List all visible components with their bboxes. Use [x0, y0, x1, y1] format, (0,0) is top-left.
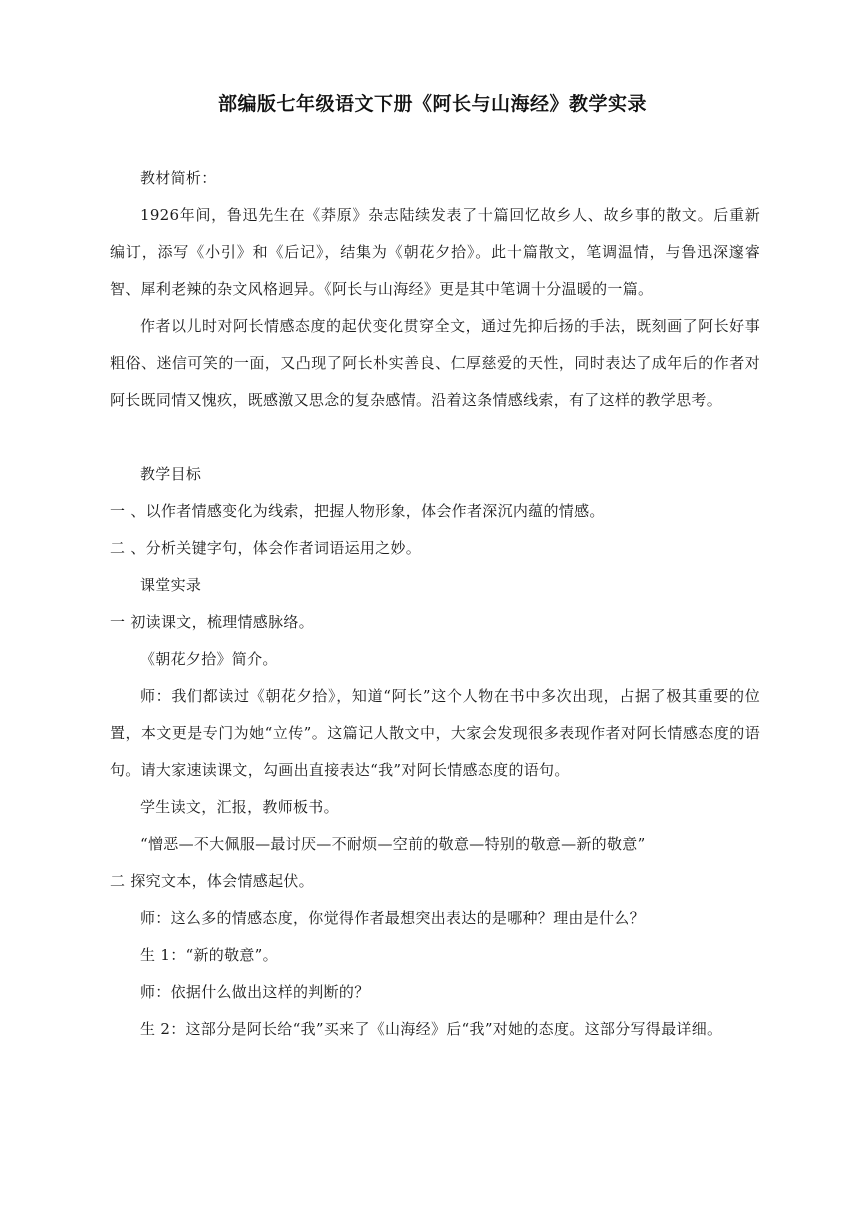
goal-item-2: 二 、分析关键字句，体会作者词语运用之妙。 — [110, 539, 422, 557]
paragraph-student-2-answer: 生 2：这部分是阿长给“我”买来了《山海经》后“我”对她的态度。这部分写得最详细。 — [140, 1020, 723, 1038]
paragraph-book-intro: 《朝花夕拾》简介。 — [140, 650, 278, 668]
step-heading-1: 一 初读课文，梳理情感脉络。 — [110, 613, 314, 631]
step-heading-2: 二 探究文本，体会情感起伏。 — [110, 872, 314, 890]
blank-line — [110, 419, 760, 456]
paragraph-student-1-answer: 生 1：“新的敬意”。 — [140, 946, 278, 964]
section-heading-textbook-analysis: 教材简析： — [140, 169, 217, 187]
paragraph-student-activity: 学生读文，汇报，教师板书。 — [140, 798, 339, 816]
paragraph-background: 1926年间，鲁迅先生在《莽原》杂志陆续发表了十篇回忆故乡人、故乡事的散文。后重新编订，添写《小引》和《后记》，结集为《朝花夕拾》。此十篇散文，笔调温情，与鲁迅深邃睿智、犀利老辣的杂文风格迥异。《阿长与山海经》更是其中笔调十分温暖的一篇。 — [110, 206, 760, 298]
paragraph-author-emotion: 作者以儿时对阿长情感态度的起伏变化贯穿全文，通过先抑后扬的手法，既刻画了阿长好事粗俗、迷信可笑的一面，又凸现了阿长朴实善良、仁厚慈爱的天性，同时表达了成年后的作者对阿长既同情又愧疚，既感激又思念的复杂感情。沿着这条情感线索，有了这样的教学思考。 — [110, 317, 760, 409]
paragraph-teacher-question-3: 师：依据什么做出这样的判断的？ — [140, 983, 370, 1001]
page-title: 部编版七年级语文下册《阿长与山海经》教学实录 — [218, 93, 648, 115]
paragraph-teacher-question-2: 师：这么多的情感态度，你觉得作者最想突出表达的是哪种？理由是什么？ — [140, 909, 645, 927]
section-heading-teaching-goals: 教学目标 — [140, 465, 202, 483]
paragraph-teacher-question-1: 师：我们都读过《朝花夕拾》，知道“阿长”这个人物在书中多次出现，占据了极其重要的位置，本文更是专门为她“立传”。这篇记人散文中，大家会发现很多表现作者对阿长情感态度的语句。请大家速读课文，勾画出直接表达“我”对阿长情感态度的语句。 — [110, 687, 760, 779]
document-body — [110, 160, 760, 1048]
goal-item-1: 一 、以作者情感变化为线索，把握人物形象，体会作者深沉内蕴的情感。 — [110, 502, 605, 520]
paragraph-blackboard-emotions: “憎恶—不大佩服—最讨厌—不耐烦—空前的敬意—特别的敬意—新的敬意” — [140, 835, 646, 853]
section-heading-classroom-record: 课堂实录 — [140, 576, 202, 594]
